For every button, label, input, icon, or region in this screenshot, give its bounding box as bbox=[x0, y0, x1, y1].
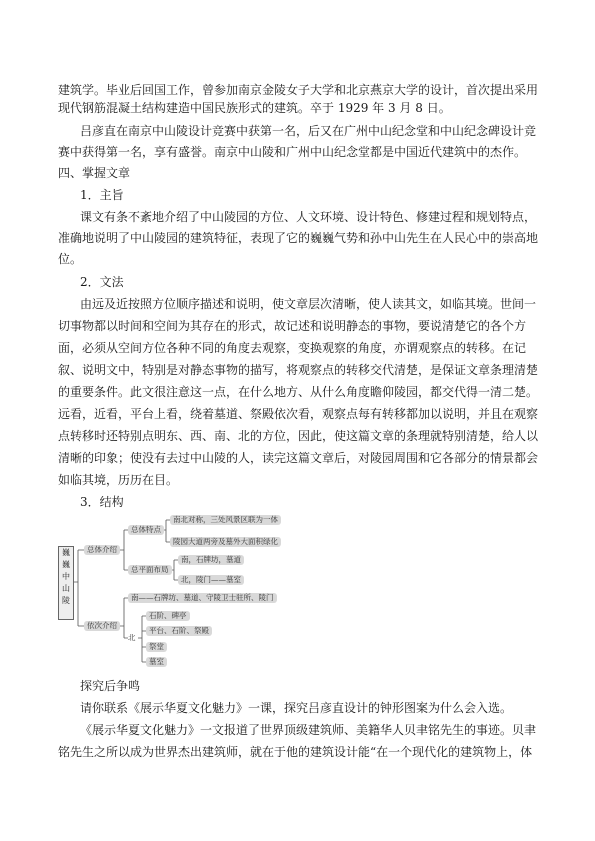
node-sequential-intro: 依次介绍 bbox=[84, 621, 120, 631]
node-leaf: 石阶、碑亭 bbox=[146, 611, 190, 621]
paragraph-line: 的重要条件。此文很注意这一点，在什么地方、从什么角度瞻仰陵园，都交代得一清二楚。 bbox=[58, 385, 539, 399]
node-overall-features: 总体特点 bbox=[128, 525, 164, 535]
node-leaf: 祭堂 bbox=[146, 642, 167, 652]
paragraph-line: 点转移时还特别点明东、西、南、北的方位，因此，使这篇文章的条理就特别清楚，给人以 bbox=[58, 429, 539, 443]
paragraph-line: 由远及近按照方位顺序描述和说明，使文章层次清晰，使人读其文，如临其境。世间一 bbox=[80, 297, 537, 311]
node-leaf: 平台、石阶、祭殿 bbox=[146, 626, 212, 636]
paragraph-line: 课文有条不紊地介绍了中山陵园的方位、人文环境、设计特色、修建过程和规划特点， bbox=[80, 210, 537, 224]
paragraph-line: 《展示华夏文化魅力》一文报道了世界顶级建筑师、美籍华人贝聿铭先生的事迹。贝聿 bbox=[80, 723, 537, 737]
node-leaf: 南北对称，三处风景区联为一体 bbox=[170, 515, 281, 525]
node-leaf: 南，石牌坊，墓道 bbox=[178, 555, 244, 565]
node-leaf: 墓室 bbox=[146, 657, 167, 667]
node-leaf: 陵园大道两旁及墓外大面积绿化 bbox=[170, 537, 281, 547]
node-south: 南——石牌坊、墓道、守陵卫士驻所、陵门 bbox=[128, 593, 277, 603]
paragraph-line: 吕彦直在南京中山陵设计竞赛中获第一名，后又在广州中山纪念堂和中山纪念碑设计竞 bbox=[80, 124, 537, 138]
node-north: 北 bbox=[128, 633, 136, 642]
section-heading: 四、掌握文章 bbox=[58, 166, 131, 180]
node-general-layout: 总平面布局 bbox=[128, 565, 172, 575]
section-heading: 探究后争鸣 bbox=[80, 679, 141, 693]
paragraph-line: 如临其境，历历在目。 bbox=[58, 473, 179, 487]
paragraph-line: 准确地说明了中山陵园的建筑特征，表现了它的巍巍气势和孙中山先生在人民心中的崇高地 bbox=[58, 231, 539, 245]
subsection-heading: 1．主旨 bbox=[80, 188, 124, 202]
root-char: 中 bbox=[62, 572, 70, 581]
paragraph-line: 切事物都以时间和空间为其存在的形式，故记述和说明静态的事物，要说清楚它的各个方 bbox=[58, 319, 527, 333]
node-leaf: 北，陵门——墓室 bbox=[178, 575, 244, 585]
subsection-heading: 2．文法 bbox=[80, 275, 124, 289]
paragraph-line: 赛中获得第一名，享有盛誉。南京中山陵和广州中山纪念堂都是中国近代建筑中的杰作。 bbox=[58, 145, 527, 159]
diagram-connectors bbox=[58, 508, 298, 668]
paragraph-line: 建筑学。毕业后回国工作，曾参加南京金陵女子大学和北京燕京大学的设计，首次提出采用 bbox=[58, 83, 539, 97]
subsection-heading: 3．结构 bbox=[80, 495, 124, 509]
structure-diagram bbox=[58, 508, 298, 668]
diagram-root bbox=[58, 546, 74, 620]
paragraph-line: 位。 bbox=[58, 252, 83, 266]
paragraph-line: 远看，近看，平台上看，绕着墓道、祭殿依次看，观察点每有转移都加以说明，并且在观察 bbox=[58, 407, 539, 421]
paragraph-line: 铭先生之所以成为世界杰出建筑师，就在于他的建筑设计能“在一个现代化的建筑物上，体 bbox=[58, 745, 533, 759]
node-overall-intro: 总体介绍 bbox=[84, 545, 120, 555]
paragraph-line: 面，必须从空间方位各种不同的角度去观察，变换观察的角度，亦谓观察点的转移。在记 bbox=[58, 341, 527, 355]
root-char: 陵 bbox=[62, 596, 70, 605]
root-char: 巍 bbox=[62, 548, 70, 557]
root-char: 山 bbox=[62, 584, 70, 593]
root-char: 巍 bbox=[62, 560, 70, 569]
paragraph-line: 清晰的印象；使没有去过中山陵的人，读完这篇文章后，对陵园周围和它各部分的情景都会 bbox=[58, 451, 539, 465]
paragraph-line: 叙、说明文中，特别是对静态事物的描写，将观察点的转移交代清楚，是保证文章条理清楚 bbox=[58, 363, 539, 377]
paragraph-line: 请你联系《展示华夏文化魅力》一课，探究吕彦直设计的钟形图案为什么会入选。 bbox=[80, 701, 513, 715]
paragraph-line: 现代钢筋混凝土结构建造中国民族形式的建筑。卒于 1929 年 3 月 8 日。 bbox=[58, 101, 451, 115]
